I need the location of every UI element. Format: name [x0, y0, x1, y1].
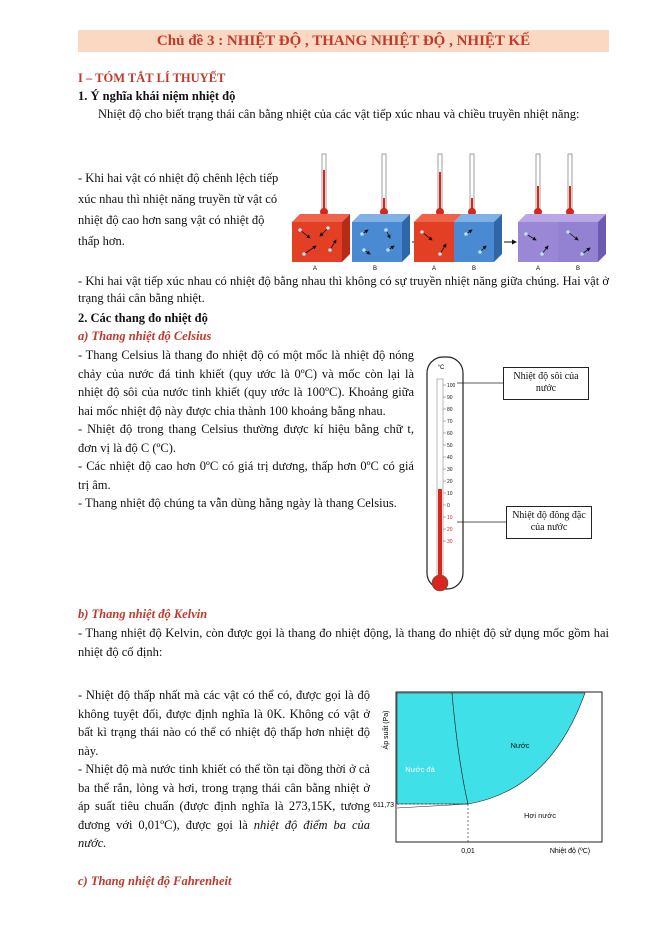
- cube-label: A: [535, 266, 541, 272]
- thermometer-icon: [468, 154, 476, 216]
- cube-label: B: [372, 266, 378, 272]
- annotation-lines: [455, 380, 505, 530]
- thermometer-tick-label: 90: [447, 395, 453, 401]
- thermometer-tick-label: 50: [447, 443, 453, 449]
- thermometer-icon: [566, 154, 574, 216]
- cubes-illustration: [290, 150, 610, 272]
- celsius-p4: - Thang nhiệt độ chúng ta vẫn dùng hằng ngày là thang Celsius.: [78, 496, 397, 510]
- thermometer-icon: [436, 154, 444, 216]
- thermometer-tick-label: 30: [447, 467, 453, 473]
- kelvin-p2: [78, 760, 370, 853]
- annotation-boiling: Nhiệt độ sôi của nước: [503, 367, 589, 400]
- kelvin-p1: - Nhiệt độ thấp nhất mà các vật có thể có, được gọi là độ không tuyệt đối, được định nghĩa là 0K. Không có vật ở bất kì trạng thái nào có thể có nhiệt độ thấp hơn nhiệt độ này.: [78, 688, 370, 758]
- thermometer-tick-label: 10: [447, 515, 453, 521]
- bullet-equilibrium: - Khi hai vật tiếp xúc nhau có nhiệt độ bằng nhau thì không có sự truyền nhiệt năng giữa chúng. Hai vật ở trạng thái cân bằng nhiệt.: [78, 274, 609, 305]
- subheading-meaning: 1. Ý nghĩa khái niệm nhiệt độ: [78, 89, 236, 103]
- x-axis-label: Nhiệt độ (ºC): [549, 848, 591, 855]
- kelvin-intro: - Thang nhiệt độ Kelvin, còn được gọi là thang đo nhiệt động, là thang đo nhiệt độ sử dụng mốc gồm hai nhiệt độ cố định:: [78, 626, 609, 659]
- annotation-freezing: Nhiệt độ đông đặc của nước: [506, 506, 592, 539]
- cube-pair-equilibrium: [518, 214, 606, 262]
- thermometer-tick-label: 0: [447, 503, 450, 509]
- celsius-text: [78, 346, 414, 513]
- phase-diagram: [373, 690, 605, 862]
- celsius-p2: - Nhiệt độ trong thang Celsius thường được kí hiệu bằng chữ t, đơn vị là độ C (ºC).: [78, 422, 414, 455]
- thermometer-icon: [534, 154, 542, 216]
- thermometer-tick-label: 100: [447, 383, 456, 389]
- kelvin-p2-text: - Nhiệt độ mà nước tinh khiết có thể tồn tại đồng thời ở cả ba thể rắn, lỏng và hơi, trong trạng thái cân bằng nhiệt ở áp suất tiêu chuẩn (được định nghĩa là 273,15K, tương đương với 0,01ºC), được gọi là: [78, 762, 370, 832]
- region-vapor: Hơi nước: [524, 811, 556, 820]
- thermometer-tick-label: 80: [447, 407, 453, 413]
- subheading-fahrenheit: c) Thang nhiệt độ Fahrenheit: [78, 874, 232, 888]
- cube-hot: [292, 214, 350, 262]
- thermometer-tick-label: 40: [447, 455, 453, 461]
- thermometer-tick-label: 10: [447, 491, 453, 497]
- thermometer-tick-label: 70: [447, 419, 453, 425]
- cube-cold: [352, 214, 410, 262]
- thermometer-unit: °C: [437, 365, 445, 371]
- kelvin-text: [78, 686, 370, 853]
- thermometer-icon: [380, 154, 388, 216]
- kelvin-p2-italic: nhiệt độ điểm ba của nước.: [78, 817, 370, 850]
- cube-label: A: [312, 266, 318, 272]
- intro-paragraph: Nhiệt độ cho biết trạng thái cân bằng nhiệt của các vật tiếp xúc nhau và chiều truyền nhiệt năng:: [98, 107, 580, 121]
- pressure-value: 611,73: [373, 802, 394, 809]
- temperature-value: 0,01: [461, 848, 475, 855]
- thermometer-icon: [320, 154, 328, 216]
- thermometer-tick-label: 30: [447, 539, 453, 545]
- section-heading: I – TÓM TẮT LÍ THUYẾT: [78, 71, 226, 85]
- subheading-celsius: a) Thang nhiệt độ Celsius: [78, 329, 212, 343]
- thermometer-tick-label: 20: [447, 479, 453, 485]
- subheading-kelvin: b) Thang nhiệt độ Kelvin: [78, 607, 208, 621]
- y-axis-label: Áp suất (Pa): [383, 710, 390, 750]
- celsius-p1: - Thang Celsius là thang đo nhiệt độ có một mốc là nhiệt độ nóng chảy của nước đá tinh khiết (quy ước là 0ºC) và mốc còn lại là nhiệt độ sôi của nước tinh khiết (quy ước là 100ºC). Khoảng giữa hai mốc nhiệt độ này được chia thành 100 khoảng bằng nhau.: [78, 348, 414, 418]
- cube-label: B: [471, 266, 477, 272]
- cube-pair-contact: [414, 214, 502, 262]
- region-ice: Nước đá: [405, 765, 435, 774]
- thermometer-tick-label: 60: [447, 431, 453, 437]
- thermometer-tick-label: 20: [447, 527, 453, 533]
- bullet-heat-transfer: - Khi hai vật có nhiệt độ chênh lệch tiếp xúc nhau thì nhiệt năng truyền từ vật có nhiệt độ cao hơn sang vật có nhiệt độ thấp hơn.: [78, 171, 279, 248]
- celsius-p3: - Các nhiệt độ cao hơn 0ºC có giá trị dương, thấp hơn 0ºC có giá trị âm.: [78, 459, 414, 492]
- subheading-scales: 2. Các thang đo nhiệt độ: [78, 311, 208, 325]
- region-water: Nước: [510, 741, 530, 750]
- page-title: Chủ đề 3 : NHIỆT ĐỘ , THANG NHIỆT ĐỘ , NHIỆT KẾ: [78, 30, 609, 52]
- cube-label: B: [575, 266, 581, 272]
- cube-label: A: [431, 266, 437, 272]
